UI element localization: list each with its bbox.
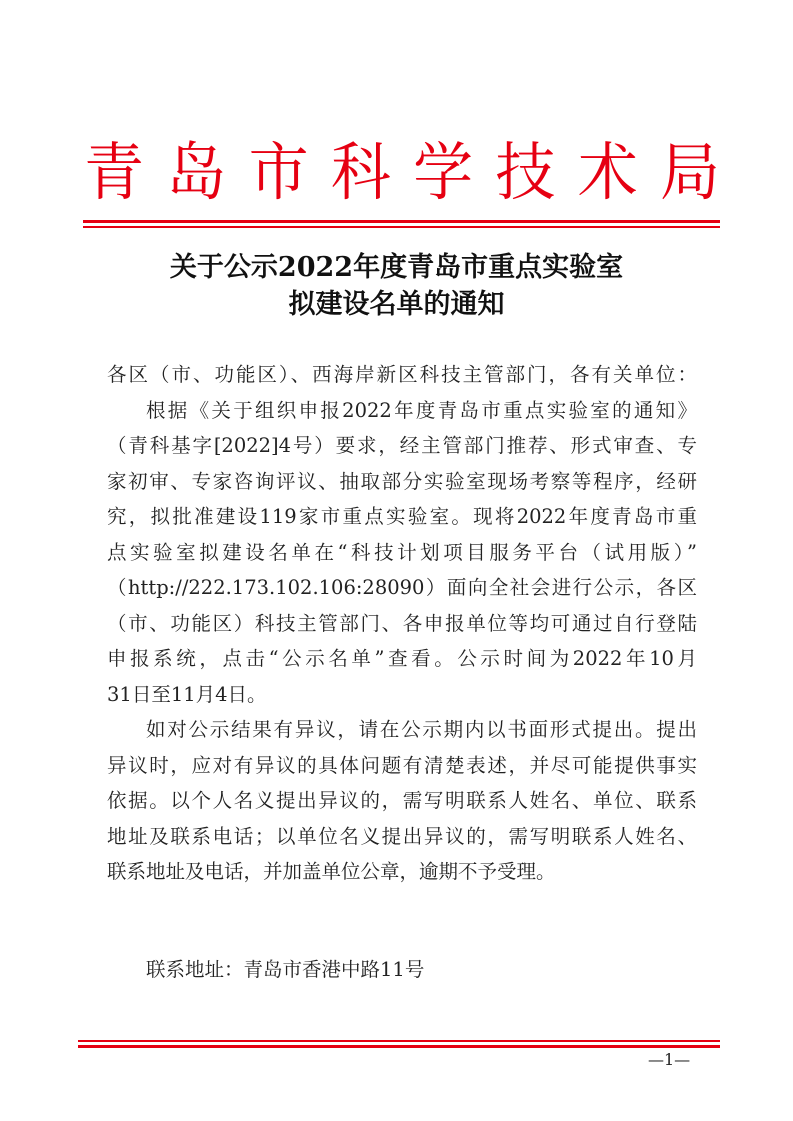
salutation: 各区（市、功能区）、西海岸新区科技主管部门，各有关单位： (107, 363, 697, 386)
paragraph-2-line: 异议时，应对有异议的具体问题有清楚表述，并尽可能提供事实 (107, 753, 697, 777)
paragraph-1-line: 点实验室拟建设名单在“科技计划项目服务平台（试用版）” (107, 540, 697, 564)
paragraph-2-line: 地址及联系电话；以单位名义提出异议的，需写明联系人姓名、 (107, 824, 697, 848)
paragraph-1-line: （市、功能区）科技主管部门、各申报单位等均可通过自行登陆 (107, 611, 697, 635)
paragraph-1-line: （青科基字[2022]4号）要求，经主管部门推荐、形式审查、专 (107, 434, 697, 457)
header-rule-thin (83, 226, 720, 228)
document-title-line-1: 关于公示2022年度青岛市重点实验室 (169, 252, 624, 283)
masthead-char: 岛 (166, 136, 227, 210)
masthead-char: 术 (577, 136, 638, 210)
footer-rule-thick (78, 1045, 720, 1048)
paragraph-1-line: 根据《关于组织申报2022年度青岛市重点实验室的通知》 (146, 398, 697, 422)
paragraph-1-url-line: （http://222.173.102.106:28090）面向全社会进行公示，各区 (107, 576, 697, 599)
header-rule-thick (83, 220, 720, 223)
footer-rule-thin (78, 1040, 720, 1042)
masthead-char: 青 (84, 136, 144, 210)
masthead-char: 技 (495, 136, 556, 210)
document-title-line-2: 拟建设名单的通知 (288, 289, 505, 320)
masthead (84, 138, 720, 208)
masthead-char: 科 (330, 136, 391, 210)
paragraph-1-line: 究，拟批准建设119家市重点实验室。现将2022年度青岛市重 (107, 505, 697, 528)
contact-address-text: 联系地址：青岛市香港中路11号 (146, 958, 425, 981)
paragraph-2-line: 如对公示结果有异议，请在公示期内以书面形式提出。提出 (146, 718, 697, 741)
contact-address (107, 952, 697, 988)
paragraph-2-line: 联系地址及电话，并加盖单位公章，逾期不予受理。 (107, 860, 556, 883)
paragraph-2-line: 依据。以个人名义提出异议的，需写明联系人姓名、单位、联系 (107, 789, 697, 812)
masthead-char: 市 (248, 136, 309, 210)
page-number: —1— (648, 1050, 691, 1069)
paragraph-1-line: 家初审、专家咨询评议、抽取部分实验室现场考察等程序，经研 (107, 469, 697, 493)
masthead-char: 局 (659, 136, 720, 210)
document-body (107, 357, 697, 890)
paragraph-1-line: 31日至11月4日。 (107, 682, 267, 706)
paragraph-1-line: 申报系统，点击“公示名单”查看。公示时间为2022年10月 (107, 647, 697, 670)
masthead-char: 学 (413, 136, 474, 210)
